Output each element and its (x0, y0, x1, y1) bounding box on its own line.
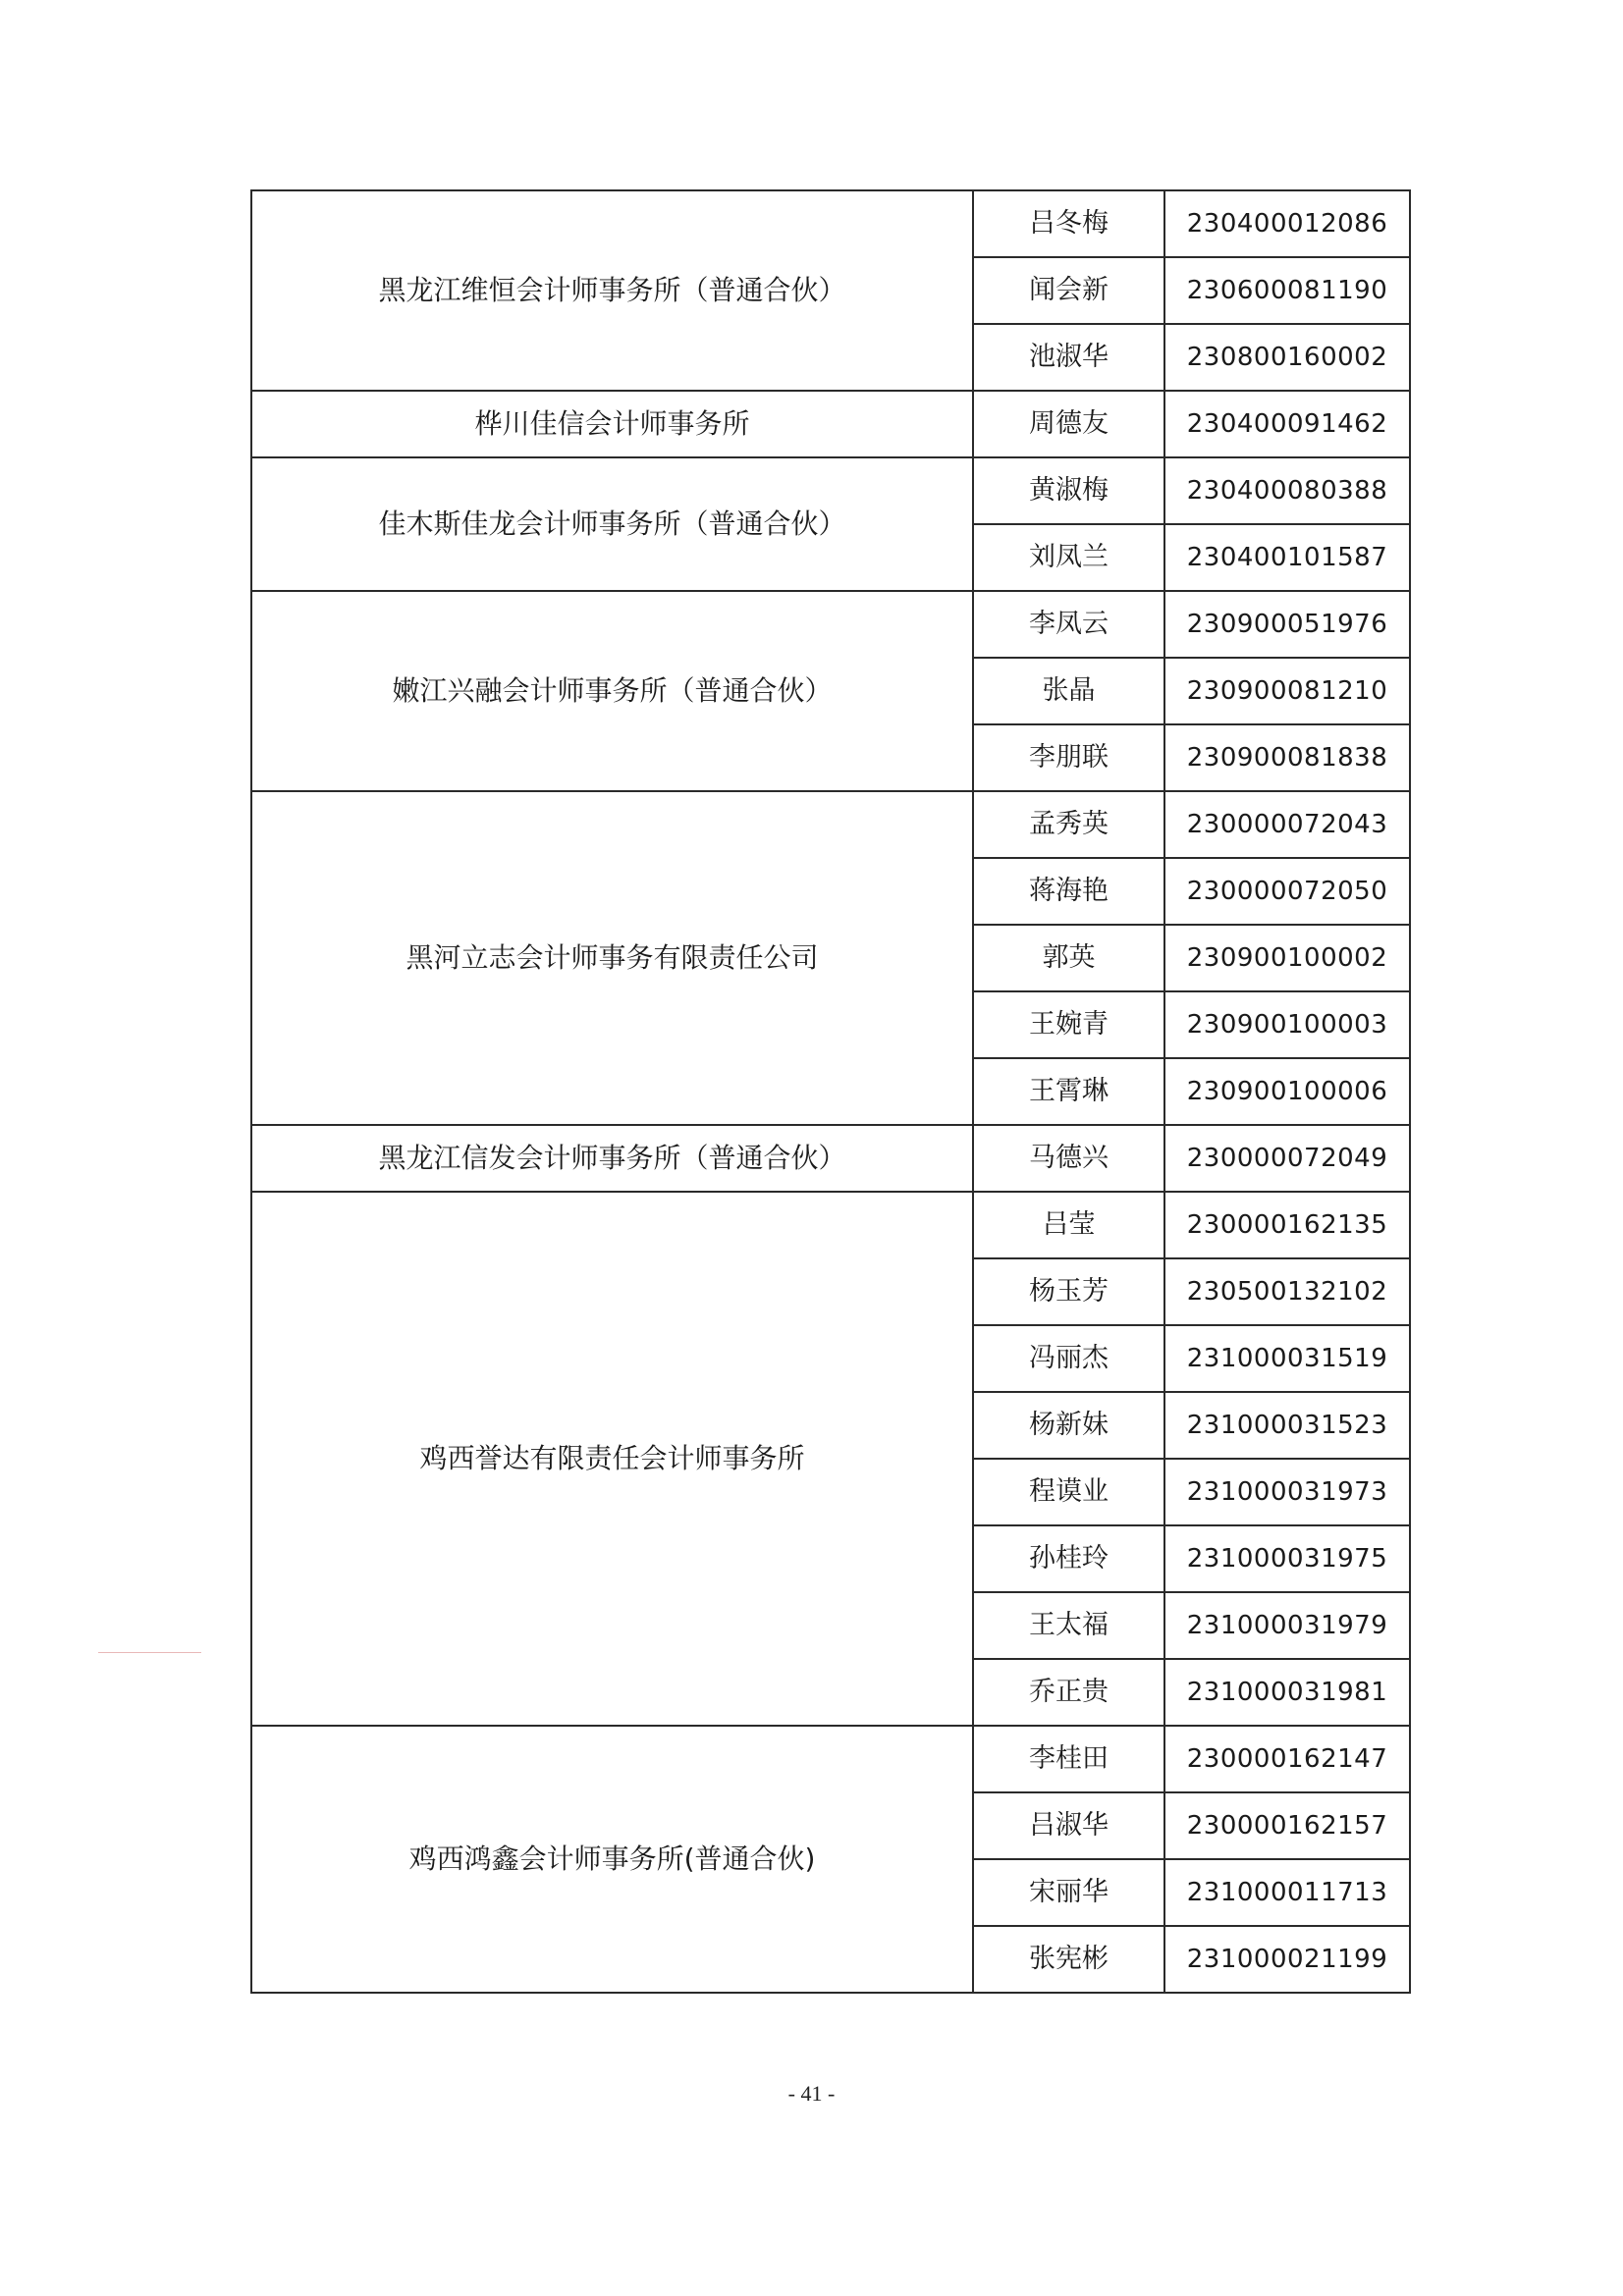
certificate-number-cell: 230400080388 (1164, 457, 1410, 524)
member-name-cell: 吕冬梅 (973, 190, 1164, 257)
member-name-cell: 刘凤兰 (973, 524, 1164, 591)
table-row (251, 591, 1410, 658)
table-row (251, 457, 1410, 524)
certificate-number-cell: 231000031973 (1164, 1459, 1410, 1525)
certificate-number-cell: 230400012086 (1164, 190, 1410, 257)
member-name-cell: 张晶 (973, 658, 1164, 724)
member-name-cell: 杨玉芳 (973, 1258, 1164, 1325)
certificate-number-cell: 230000072043 (1164, 791, 1410, 858)
page-number: - 41 - (787, 2081, 836, 2106)
member-name-cell: 程谟业 (973, 1459, 1164, 1525)
firm-name-cell: 鸡西鸿鑫会计师事务所(普通合伙) (251, 1726, 973, 1993)
member-name-cell: 王婉青 (973, 991, 1164, 1058)
certificate-number-cell: 231000031975 (1164, 1525, 1410, 1592)
table-row (251, 190, 1410, 257)
certificate-number-cell: 231000031979 (1164, 1592, 1410, 1659)
certificate-number-cell: 230000162147 (1164, 1726, 1410, 1792)
firm-name-cell: 桦川佳信会计师事务所 (251, 391, 973, 457)
member-name-cell: 王太福 (973, 1592, 1164, 1659)
member-name-cell: 周德友 (973, 391, 1164, 457)
certificate-number-cell: 231000021199 (1164, 1926, 1410, 1993)
firm-name-cell: 黑河立志会计师事务有限责任公司 (251, 791, 973, 1125)
certificate-number-cell: 230400101587 (1164, 524, 1410, 591)
member-name-cell: 李凤云 (973, 591, 1164, 658)
table-row (251, 1125, 1410, 1192)
firm-name-cell: 黑龙江信发会计师事务所（普通合伙） (251, 1125, 973, 1192)
certificate-number-cell: 230000072049 (1164, 1125, 1410, 1192)
certificate-number-cell: 230900100006 (1164, 1058, 1410, 1125)
certificate-number-cell: 230500132102 (1164, 1258, 1410, 1325)
member-name-cell: 乔正贵 (973, 1659, 1164, 1726)
firm-name-cell: 嫩江兴融会计师事务所（普通合伙） (251, 591, 973, 791)
member-name-cell: 吕莹 (973, 1192, 1164, 1258)
certificate-number-cell: 230000072050 (1164, 858, 1410, 925)
table-row (251, 1192, 1410, 1258)
certificate-number-cell: 230600081190 (1164, 257, 1410, 324)
firm-name-cell: 佳木斯佳龙会计师事务所（普通合伙） (251, 457, 973, 591)
certificate-number-cell: 230000162135 (1164, 1192, 1410, 1258)
certificate-number-cell: 231000031519 (1164, 1325, 1410, 1392)
cpa-roster-table (250, 189, 1411, 1994)
scan-artifact-line (98, 1652, 201, 1653)
member-name-cell: 冯丽杰 (973, 1325, 1164, 1392)
member-name-cell: 孟秀英 (973, 791, 1164, 858)
certificate-number-cell: 230800160002 (1164, 324, 1410, 391)
certificate-number-cell: 231000011713 (1164, 1859, 1410, 1926)
member-name-cell: 闻会新 (973, 257, 1164, 324)
member-name-cell: 张宪彬 (973, 1926, 1164, 1993)
member-name-cell: 宋丽华 (973, 1859, 1164, 1926)
certificate-number-cell: 230900100003 (1164, 991, 1410, 1058)
member-name-cell: 郭英 (973, 925, 1164, 991)
firm-name-cell: 鸡西誉达有限责任会计师事务所 (251, 1192, 973, 1726)
certificate-number-cell: 230000162157 (1164, 1792, 1410, 1859)
member-name-cell: 黄淑梅 (973, 457, 1164, 524)
table-body (251, 190, 1410, 1993)
member-name-cell: 李桂田 (973, 1726, 1164, 1792)
certificate-number-cell: 230900081210 (1164, 658, 1410, 724)
certificate-number-cell: 230900081838 (1164, 724, 1410, 791)
member-name-cell: 马德兴 (973, 1125, 1164, 1192)
firm-name-cell: 黑龙江维恒会计师事务所（普通合伙） (251, 190, 973, 391)
member-name-cell: 池淑华 (973, 324, 1164, 391)
certificate-number-cell: 230900051976 (1164, 591, 1410, 658)
table-row (251, 391, 1410, 457)
member-name-cell: 吕淑华 (973, 1792, 1164, 1859)
member-name-cell: 王霄琳 (973, 1058, 1164, 1125)
member-name-cell: 蒋海艳 (973, 858, 1164, 925)
member-name-cell: 孙桂玲 (973, 1525, 1164, 1592)
member-name-cell: 杨新妹 (973, 1392, 1164, 1459)
certificate-number-cell: 230400091462 (1164, 391, 1410, 457)
member-name-cell: 李朋联 (973, 724, 1164, 791)
certificate-number-cell: 231000031523 (1164, 1392, 1410, 1459)
certificate-number-cell: 230900100002 (1164, 925, 1410, 991)
certificate-number-cell: 231000031981 (1164, 1659, 1410, 1726)
table-row (251, 1726, 1410, 1792)
table-row (251, 791, 1410, 858)
